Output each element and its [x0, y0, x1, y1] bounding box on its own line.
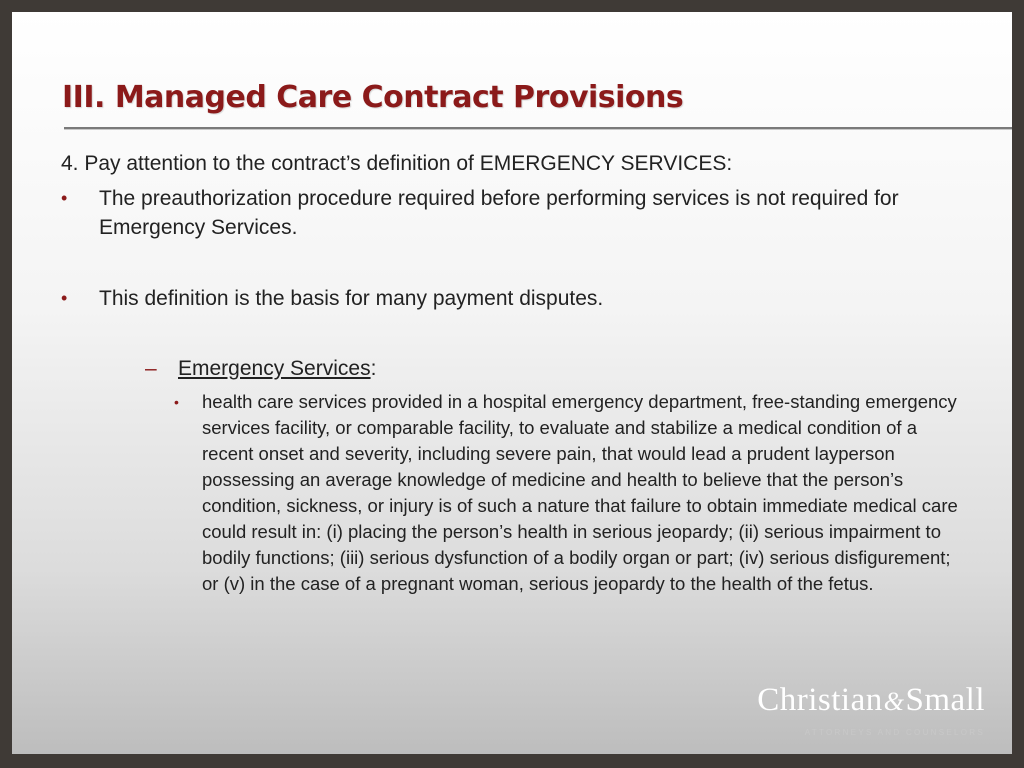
definition-marker: • — [174, 394, 179, 410]
term-suffix: : — [370, 357, 377, 380]
logo-name — [757, 682, 985, 720]
logo-ampersand: & — [883, 687, 905, 716]
logo-tagline: ATTORNEYS AND COUNSELORS — [804, 728, 985, 737]
bullet-text: This definition is the basis for many payment disputes. — [99, 287, 604, 310]
slide-title: III. Managed Care Contract Provisions — [62, 80, 684, 115]
lead-text: 4. Pay attention to the contract’s definition of EMERGENCY SERVICES: — [61, 152, 733, 175]
slide — [12, 12, 1012, 754]
dash-marker: – — [145, 357, 157, 380]
bullet-text: The preauthorization procedure required before performing services is not required for Emergency Services. — [99, 187, 899, 239]
logo-name-part2: Small — [905, 682, 985, 718]
term-emergency-services: Emergency Services — [178, 357, 371, 380]
bullet-item — [61, 184, 981, 242]
bullet-item — [61, 284, 981, 313]
definition-item — [174, 389, 972, 597]
bullet-marker: • — [61, 288, 68, 308]
title-divider — [64, 127, 1012, 129]
definition-text: health care services provided in a hospital emergency department, free-standing emergency services facility, or comparable facility, to evaluate and stabilize a medical condition of a recent onset and severity, including severe pain, that would lead a prudent layperson possessing an average knowledge of medicine and health to believe that the person’s condition, sickness, or injury is of such a nature that failure to obtain immediate medical care could result in: (i) placing the person’s health in serious jeopardy; (ii) serious impairment to bodily functions; (iii) serious dysfunction of a bodily organ or part; (iv) serious disfigurement; or (v) in the case of a pregnant woman, serious jeopardy to the health of the fetus. — [202, 391, 958, 594]
slide-content — [61, 150, 981, 597]
bullet-marker: • — [61, 188, 68, 208]
logo-name-part1: Christian — [757, 682, 883, 718]
sub-item-emergency-services — [145, 355, 981, 383]
company-logo — [757, 682, 985, 737]
